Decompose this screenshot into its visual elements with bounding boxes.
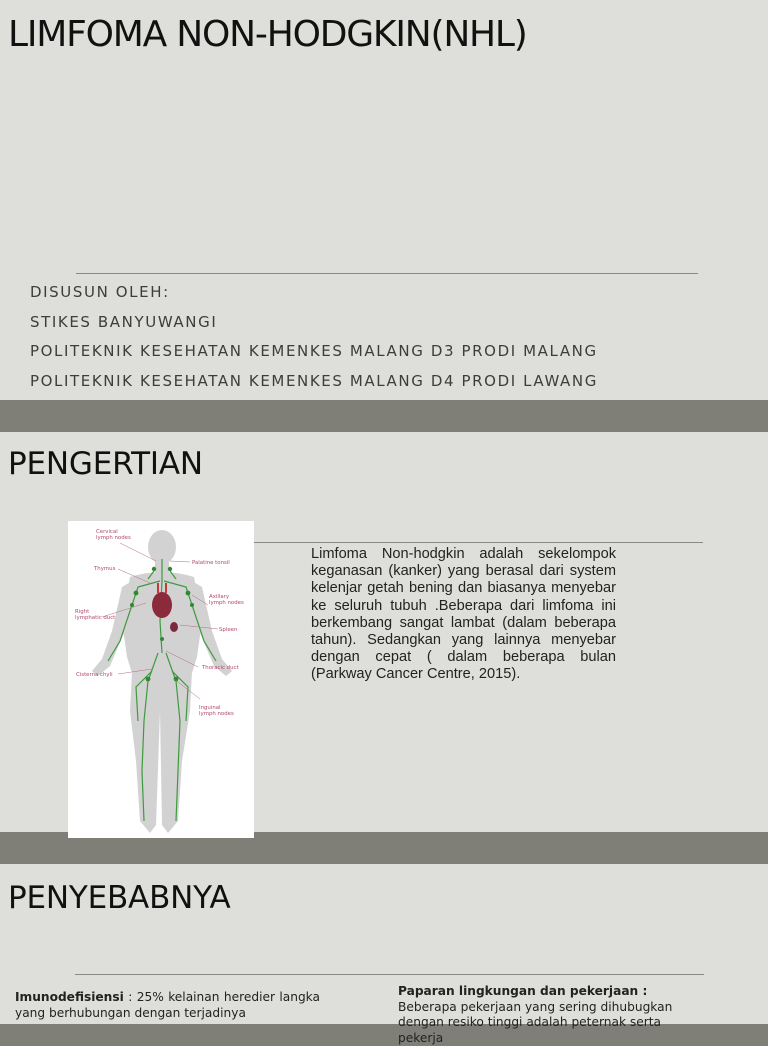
section-heading: PENYEBABNYA — [8, 880, 231, 916]
axillary-label: lymph nodes — [209, 600, 244, 606]
lymphatic-system-figure — [68, 521, 254, 838]
inguinal-label: Inguinal — [199, 705, 221, 711]
thymus-label: Thymus — [94, 566, 116, 572]
cisterna-label: Cisterna chyli — [76, 672, 113, 678]
thoracic-label: Thoracic duct — [202, 665, 239, 671]
author-list — [30, 278, 598, 397]
section-heading: PENGERTIAN — [8, 446, 203, 482]
right-duct-label: Right — [75, 609, 90, 615]
divider-rule — [76, 273, 698, 274]
cause-environment — [398, 984, 708, 1046]
author-line: POLITEKNIK KESEHATAN KEMENKES MALANG D4 PRODI LAWANG — [30, 372, 598, 391]
axillary-label: Axillary — [209, 594, 230, 600]
author-line: DISUSUN OLEH: — [30, 283, 170, 301]
slide-title — [0, 0, 768, 400]
cervical-label: Cervical — [96, 529, 118, 535]
slide-penyebabnya — [0, 864, 768, 1045]
palatine-label: Palatine tonsil — [192, 560, 230, 566]
slide-title-heading: LIMFOMA NON-HODGKIN(NHL) — [8, 14, 527, 55]
inguinal-label: lymph nodes — [199, 711, 234, 717]
cause-term: Imunodefisiensi — [15, 990, 124, 1004]
cause-text: Beberapa pekerjaan yang sering dihubugkan dengan resiko tinggi adalah peternak serta pekerja — [398, 999, 673, 1045]
author-line: POLITEKNIK KESEHATAN KEMENKES MALANG D3 PRODI MALANG — [30, 342, 598, 361]
cause-immunodeficiency — [15, 990, 320, 1021]
cause-term: Paparan lingkungan dan pekerjaan : — [398, 984, 648, 998]
definition-paragraph: Limfoma Non-hodgkin adalah sekelompok keganasan (kanker) yang berasal dari system kelenjar getah bening dan biasanya menyebar ke seluruh tubuh .Beberapa dari limfoma ini berkembang sangat lambat (dalam beberapa tahun). Sedangkan yang lainnya menyebar dengan cepat ( dalam beberapa bulan (Parkway Cancer Centre, 2015). — [311, 546, 616, 683]
right-duct-label: lymphatic duct — [75, 615, 116, 621]
slide-pengertian — [0, 432, 768, 832]
lymphatic-system-illustration — [68, 521, 254, 838]
author-line: STIKES BANYUWANGI — [30, 312, 218, 331]
cause-text: : 25% kelainan heredier langka yang berhubungan dengan terjadinya — [15, 990, 320, 1020]
cervical-label: lymph nodes — [96, 535, 131, 541]
spleen-label: Spleen — [219, 627, 238, 633]
divider-rule — [254, 542, 703, 543]
divider-rule — [75, 974, 704, 975]
